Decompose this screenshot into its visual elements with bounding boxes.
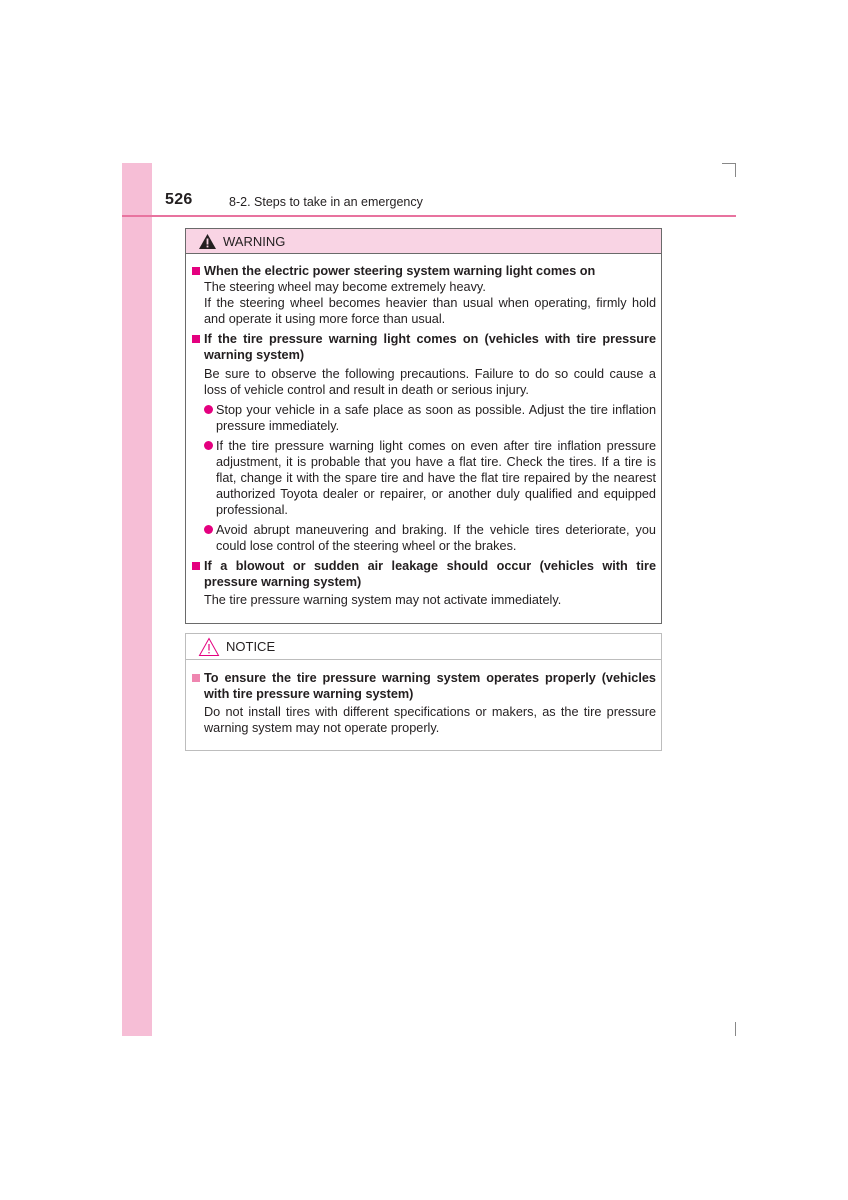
item-paragraph: Be sure to observe the following precautions. Failure to do so could cause a loss of vehicle control and result in death or serious injury. <box>204 367 656 397</box>
header-divider <box>122 215 736 217</box>
circle-bullet-icon <box>204 405 213 414</box>
circle-bullet-icon <box>204 441 213 450</box>
square-bullet-icon <box>192 674 200 682</box>
square-bullet-icon <box>192 562 200 570</box>
item-heading: To ensure the tire pressure warning system operates properly (vehicles with tire pressure warning system) <box>189 670 656 702</box>
warning-item <box>189 558 656 608</box>
warning-header <box>186 229 661 254</box>
crop-mark <box>735 163 736 177</box>
bullet-item: Stop your vehicle in a safe place as soon as possible. Adjust the tire inflation pressure immediately. <box>189 402 656 434</box>
warning-item <box>189 331 656 554</box>
page-number: 526 <box>165 191 193 208</box>
warning-triangle-icon <box>198 233 217 250</box>
warning-item <box>189 263 656 327</box>
item-paragraph: The tire pressure warning system may not activate immediately. <box>204 593 562 607</box>
warning-body <box>186 254 661 608</box>
bullet-item: If the tire pressure warning light comes on even after tire inflation pressure adjustment, it is probable that you have a flat tire. Check the tires. If a tire is flat, change it with the spare tire and have the flat tire repaired by the nearest authorized Toyota dealer or repairer, or another duly qualified and equipped professional. <box>189 438 656 518</box>
section-title: 8-2. Steps to take in an emergency <box>229 195 423 209</box>
item-heading: If the tire pressure warning light comes on (vehicles with tire pressure warning system) <box>189 331 656 363</box>
item-heading: If a blowout or sudden air leakage should occur (vehicles with tire pressure warning system) <box>189 558 656 590</box>
circle-bullet-icon <box>204 525 213 534</box>
warning-box <box>185 228 662 624</box>
item-paragraph: If the steering wheel becomes heavier than usual when operating, firmly hold and operate it using more force than usual. <box>204 296 656 326</box>
square-bullet-icon <box>192 335 200 343</box>
notice-label: NOTICE <box>226 639 276 654</box>
item-paragraph: Do not install tires with different specifications or makers, as the tire pressure warning system may not operate properly. <box>204 705 656 735</box>
item-paragraph: The steering wheel may become extremely heavy. <box>204 280 486 294</box>
notice-triangle-icon <box>198 637 220 657</box>
notice-header <box>186 634 661 660</box>
notice-body <box>186 660 661 736</box>
item-heading: When the electric power steering system warning light comes on <box>189 263 656 279</box>
bullet-item: Avoid abrupt maneuvering and braking. If the vehicle tires deteriorate, you could lose control of the steering wheel or the brakes. <box>189 522 656 554</box>
square-bullet-icon <box>192 267 200 275</box>
notice-item <box>189 670 656 736</box>
warning-label: WARNING <box>223 233 286 249</box>
side-color-band <box>122 163 152 1036</box>
crop-mark <box>722 163 736 164</box>
notice-box <box>185 633 662 751</box>
crop-mark <box>735 1022 736 1036</box>
